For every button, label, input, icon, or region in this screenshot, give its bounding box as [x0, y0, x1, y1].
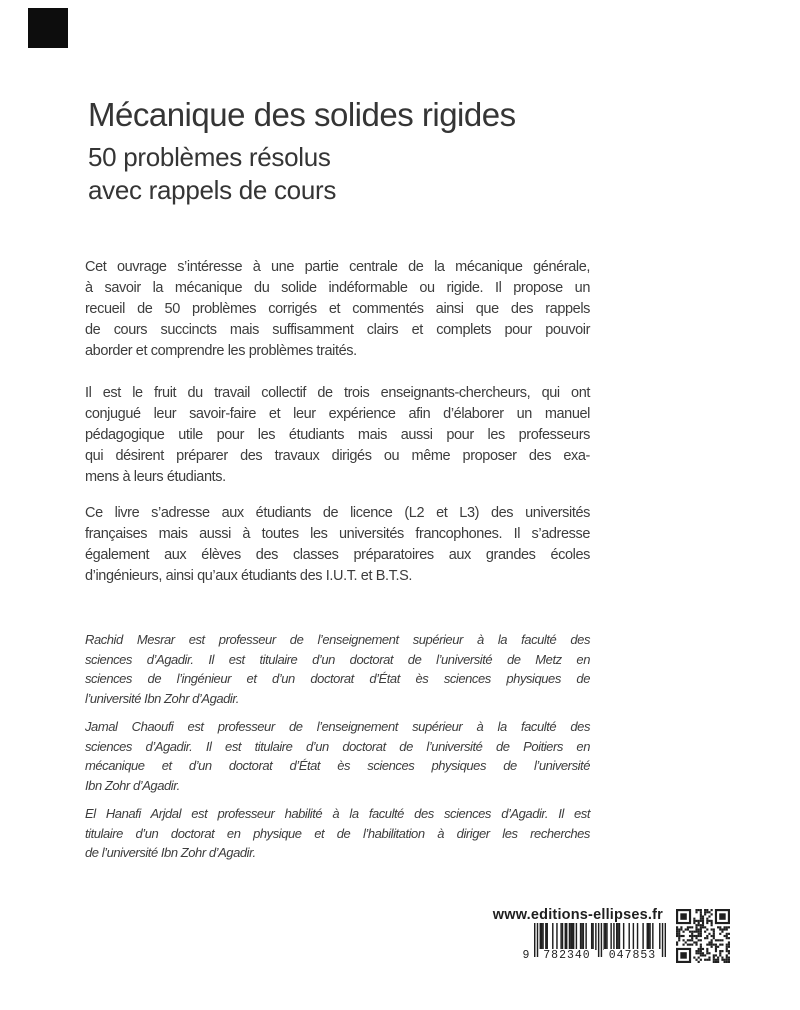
- text-line: qui désirent préparer des travaux dirigés ou même proposer des exa-: [85, 448, 590, 464]
- text-line: sciences de l’ingénieur et d’un doctorat d’État ès sciences physiques de: [85, 671, 590, 686]
- text-line: mens à leurs étudiants.: [85, 469, 226, 485]
- publisher-corner-mark: [28, 8, 68, 48]
- text-line: recueil de 50 problèmes corrigés et commentés ainsi que des rappels: [85, 301, 590, 317]
- text-line: également aux élèves des classes préparatoires aux grandes écoles: [85, 547, 590, 563]
- text-line: Rachid Mesrar est professeur de l’enseignement supérieur à la faculté des: [85, 632, 590, 647]
- author-bio: [85, 717, 590, 795]
- description: [85, 257, 590, 587]
- text-line: conjugué leur savoir-faire et leur expérience afin d’élaborer un manuel: [85, 406, 590, 422]
- description-paragraph: [85, 257, 590, 362]
- barcode-digit-prefix: 9: [522, 949, 530, 962]
- subtitle-line: 50 problèmes résolus: [88, 142, 331, 172]
- text-line: de l’université Ibn Zohr d’Agadir.: [85, 845, 256, 860]
- text-line: Ibn Zohr d’Agadir.: [85, 777, 180, 793]
- text-line: Ce livre s’adresse aux étudiants de licence (L2 et L3) des universités: [85, 505, 590, 521]
- text-line: aborder et comprendre les problèmes traités.: [85, 343, 357, 359]
- ean-barcode: [522, 923, 666, 963]
- text-line: Il est le fruit du travail collectif de trois enseignants-chercheurs, qui ont: [85, 385, 590, 401]
- text-line: sciences d’Agadir. Il est titulaire d’un doctorat de l’université de Metz en: [85, 651, 590, 667]
- text-line: sciences d’Agadir. Il est titulaire d’un doctorat de l’université de Poitiers en: [85, 738, 590, 754]
- subtitle-line: avec rappels de cours: [88, 175, 337, 205]
- author-bio: [85, 804, 590, 863]
- text-line: mécanique et d’un doctorat d’État ès sciences physiques de l’université: [85, 758, 590, 773]
- qr-code: [676, 909, 730, 963]
- description-paragraph: [85, 383, 590, 488]
- book-subtitle: [88, 141, 336, 207]
- publisher-website-url: www.editions-ellipses.fr: [492, 907, 663, 923]
- text-line: d’ingénieurs, ainsi qu’aux étudiants des I.U.T. et B.T.S.: [85, 568, 413, 584]
- text-line: Jamal Chaoufi est professeur de l’enseignement supérieur à la faculté des: [85, 719, 590, 734]
- author-bios: [85, 630, 590, 863]
- author-bio: [85, 630, 590, 708]
- text-line: El Hanafi Arjdal est professeur habilité à la faculté des sciences d’Agadir. Il est: [85, 806, 590, 821]
- text-line: de cours succincts mais suffisamment clairs et complets pour pouvoir: [85, 322, 590, 338]
- text-line: Cet ouvrage s’intéresse à une partie centrale de la mécanique générale,: [85, 259, 590, 275]
- description-paragraph: [85, 503, 590, 587]
- text-line: pédagogique utile pour les étudiants mais aussi pour les professeurs: [85, 427, 590, 443]
- text-line: titulaire d’un doctorat en physique et de l’habilitation à diriger les recherches: [85, 825, 590, 841]
- book-title: Mécanique des solides rigides: [88, 96, 516, 133]
- text-line: l’université Ibn Zohr d’Agadir.: [85, 690, 239, 706]
- barcode-digits-right: 047853: [604, 949, 661, 962]
- text-line: françaises mais aussi à toutes les universités francophones. Il s’adresse: [85, 526, 590, 542]
- barcode-digits-left: 782340: [539, 949, 595, 962]
- text-line: à savoir la mécanique du solide indéformable ou rigide. Il propose un: [85, 280, 590, 296]
